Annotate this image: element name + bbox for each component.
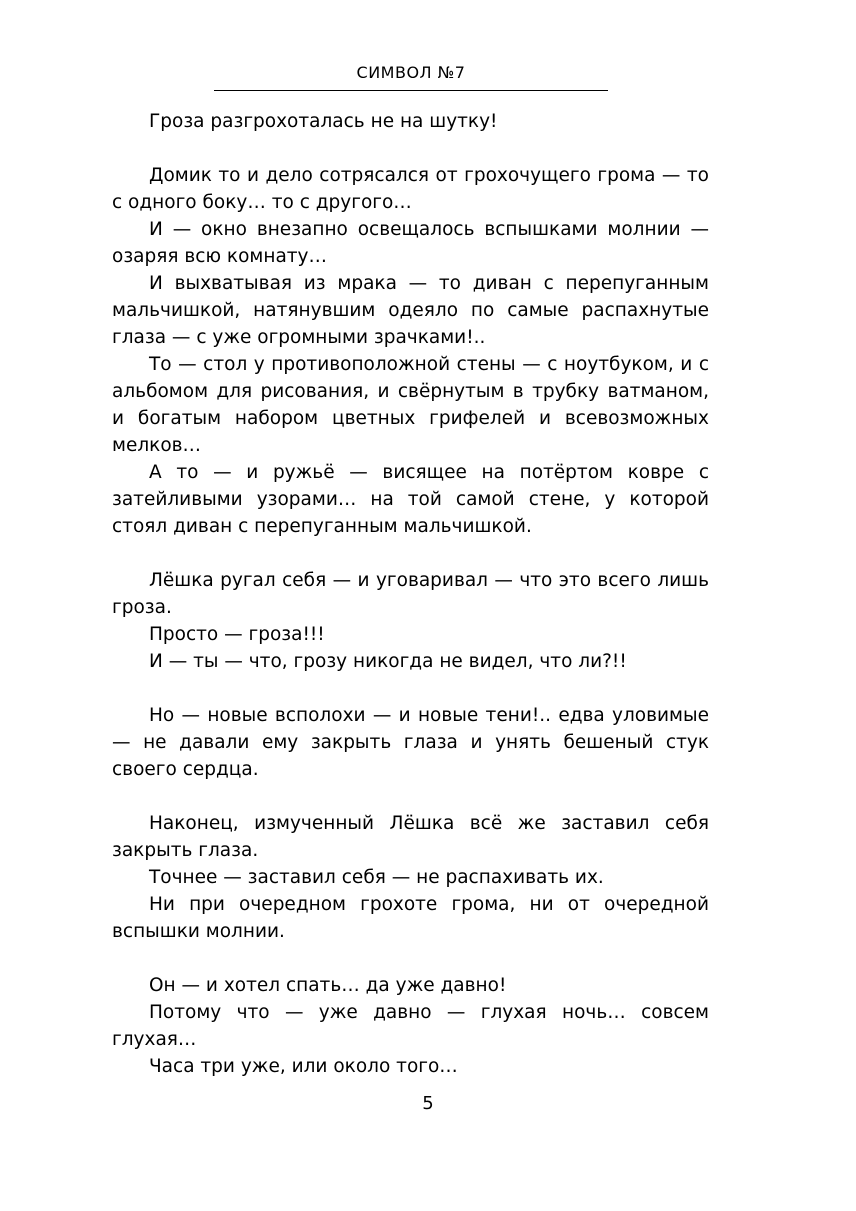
- running-header: СИМВОЛ №7: [356, 63, 466, 82]
- paragraph: Он — и хотел спать… да уже давно!: [149, 975, 507, 996]
- paragraph: Потому что — уже давно — глухая ночь… совсем глухая…: [112, 1002, 709, 1050]
- page-body: [112, 108, 709, 1080]
- paragraph: И выхватывая из мрака — то диван с перепуганным мальчишкой, натянувшим одеяло по самые распахнутые глаза — с уже огромными зрачками!..: [112, 273, 709, 348]
- page-number: 5: [422, 1093, 434, 1114]
- paragraph: Домик то и дело сотрясался от грохочущего грома — то с одного боку… то с другого…: [112, 165, 709, 213]
- paragraph: Ни при очередном грохоте грома, ни от очередной вспышки молнии.: [112, 894, 709, 942]
- paragraph: Лёшка ругал себя — и уговаривал — что это всего лишь гроза.: [112, 570, 709, 618]
- paragraph: Точнее — заставил себя — не распахивать их.: [149, 867, 604, 888]
- paragraph: То — стол у противоположной стены — с ноутбуком, и с альбомом для рисования, и свёрнутым в трубку ватманом, и богатым набором цветных грифелей и всевозможных мелков…: [112, 354, 709, 456]
- paragraph: А то — и ружьё — висящее на потёртом ковре с затейливыми узорами… на той самой стене, у которой стоял диван с перепуганным мальчишкой.: [112, 462, 709, 537]
- paragraph: Просто — гроза!!!: [149, 624, 325, 645]
- paragraph: Но — новые всполохи — и новые тени!.. едва уловимые — не давали ему закрыть глаза и унять бешеный стук своего сердца.: [112, 705, 709, 780]
- paragraph: И — ты — что, грозу никогда не видел, что ли?!!: [149, 651, 627, 672]
- paragraph: И — окно внезапно освещалось вспышками молнии — озаряя всю комнату…: [112, 219, 709, 267]
- paragraph: Наконец, измученный Лёшка всё же заставил себя закрыть глаза.: [112, 813, 709, 861]
- paragraph: Часа три уже, или около того…: [149, 1056, 458, 1077]
- paragraph: Гроза разгрохоталась не на шутку!: [149, 111, 498, 132]
- header-rule: [214, 90, 608, 91]
